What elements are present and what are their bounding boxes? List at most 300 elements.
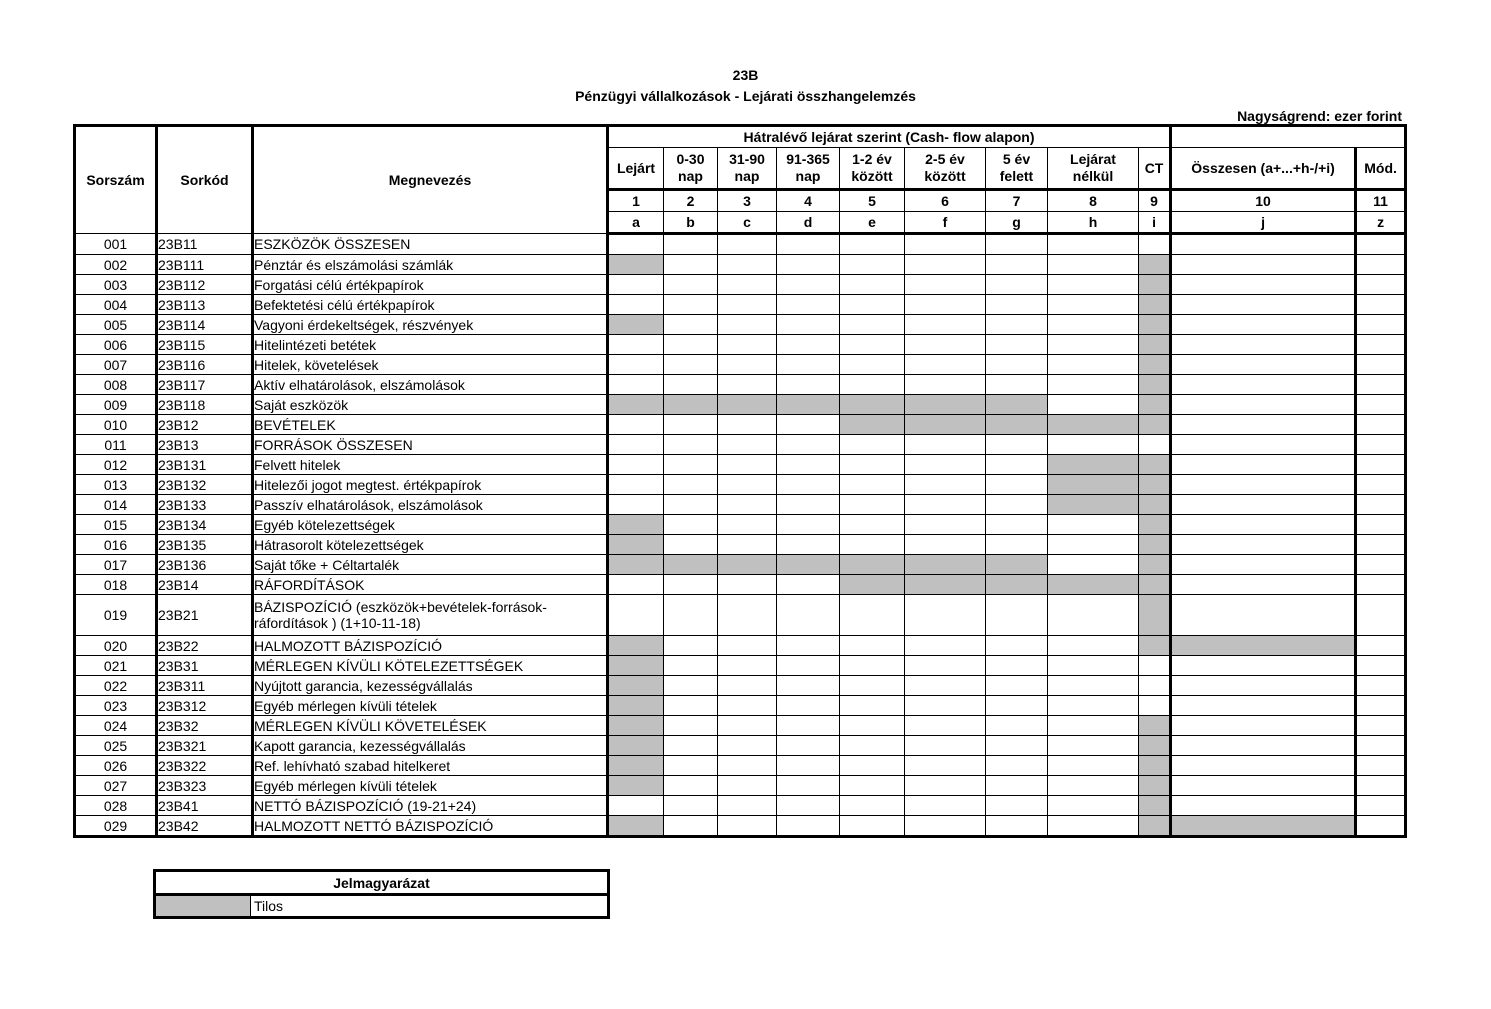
cell-e	[840, 595, 905, 636]
row-name: Hitelezői jogot megtest. értékpapírok	[253, 475, 608, 495]
cell-e	[840, 656, 905, 676]
cell-d	[777, 315, 840, 335]
row-number: 023	[75, 696, 157, 716]
row-number: 008	[75, 375, 157, 395]
cell-b	[664, 355, 718, 375]
table-row	[75, 375, 1406, 395]
cell-d	[777, 656, 840, 676]
row-name: Pénztár és elszámolási számlák	[253, 255, 608, 275]
cell-g	[986, 716, 1048, 736]
row-name: Saját tőke + Céltartalék	[253, 555, 608, 575]
cell-f	[905, 234, 986, 255]
cell-j	[1171, 255, 1356, 275]
cell-c	[718, 435, 777, 455]
cell-e	[840, 696, 905, 716]
cell-b	[664, 275, 718, 295]
cell-i	[1139, 415, 1171, 435]
legend-title: Jelmagyarázat	[155, 871, 609, 895]
row-code: 23B322	[157, 756, 253, 776]
cell-a	[608, 696, 664, 716]
cell-j	[1171, 676, 1356, 696]
cell-c	[718, 234, 777, 255]
cell-e	[840, 295, 905, 315]
table-row	[75, 535, 1406, 555]
cell-b	[664, 375, 718, 395]
col-label-e: 1-2 év között	[840, 148, 905, 190]
legend-swatch	[155, 895, 251, 918]
cell-d	[777, 756, 840, 776]
table-row	[75, 555, 1406, 575]
cell-d	[777, 535, 840, 555]
cell-g	[986, 275, 1048, 295]
cell-z	[1356, 234, 1406, 255]
cell-h	[1048, 636, 1139, 656]
cell-b	[664, 756, 718, 776]
cell-z	[1356, 495, 1406, 515]
cell-e	[840, 435, 905, 455]
cell-e	[840, 415, 905, 435]
cell-e	[840, 375, 905, 395]
cell-f	[905, 355, 986, 375]
row-number: 022	[75, 676, 157, 696]
cell-d	[777, 495, 840, 515]
cell-c	[718, 676, 777, 696]
cell-i	[1139, 435, 1171, 455]
cell-c	[718, 255, 777, 275]
col-letter-a: a	[608, 212, 664, 234]
table-row	[75, 234, 1406, 255]
cell-z	[1356, 315, 1406, 335]
cell-c	[718, 535, 777, 555]
cell-e	[840, 756, 905, 776]
cell-g	[986, 696, 1048, 716]
cell-i	[1139, 355, 1171, 375]
cell-f	[905, 275, 986, 295]
cell-h	[1048, 656, 1139, 676]
row-name: Egyéb kötelezettségek	[253, 515, 608, 535]
legend	[153, 869, 610, 919]
cell-e	[840, 255, 905, 275]
cell-d	[777, 255, 840, 275]
cell-g	[986, 335, 1048, 355]
col-letter-e: e	[840, 212, 905, 234]
cell-f	[905, 535, 986, 555]
row-code: 23B32	[157, 716, 253, 736]
cell-z	[1356, 696, 1406, 716]
cell-a	[608, 275, 664, 295]
cell-h	[1048, 776, 1139, 796]
cell-f	[905, 475, 986, 495]
table-body	[75, 234, 1406, 837]
cell-i	[1139, 555, 1171, 575]
cell-z	[1356, 555, 1406, 575]
page-title: Pénzügyi vállalkozások - Lejárati összhangelemzés	[575, 88, 916, 104]
row-number: 018	[75, 575, 157, 595]
row-code: 23B323	[157, 776, 253, 796]
cell-f	[905, 816, 986, 837]
cell-h	[1048, 415, 1139, 435]
table-row	[75, 716, 1406, 736]
col-num-i: 9	[1139, 190, 1171, 212]
table-row	[75, 796, 1406, 816]
cell-f	[905, 595, 986, 636]
col-letter-c: c	[718, 212, 777, 234]
col-num-a: 1	[608, 190, 664, 212]
cell-b	[664, 455, 718, 475]
cell-d	[777, 796, 840, 816]
cell-z	[1356, 676, 1406, 696]
table-row	[75, 455, 1406, 475]
cell-g	[986, 736, 1048, 756]
row-code: 23B21	[157, 595, 253, 636]
table-row	[75, 575, 1406, 595]
row-name: BEVÉTELEK	[253, 415, 608, 435]
cell-g	[986, 515, 1048, 535]
table-row	[75, 756, 1406, 776]
cell-j	[1171, 796, 1356, 816]
cell-a	[608, 515, 664, 535]
cell-f	[905, 255, 986, 275]
cell-c	[718, 575, 777, 595]
cell-i	[1139, 716, 1171, 736]
cell-d	[777, 816, 840, 837]
row-name: Egyéb mérlegen kívüli tételek	[253, 696, 608, 716]
cell-z	[1356, 395, 1406, 415]
cell-c	[718, 335, 777, 355]
cell-c	[718, 716, 777, 736]
col-letter-i: i	[1139, 212, 1171, 234]
table-row	[75, 676, 1406, 696]
cell-e	[840, 636, 905, 656]
cell-a	[608, 375, 664, 395]
cell-i	[1139, 395, 1171, 415]
cell-i	[1139, 335, 1171, 355]
cell-a	[608, 455, 664, 475]
cell-b	[664, 776, 718, 796]
header-group: Hátralévő lejárat szerint (Cash- flow alapon)	[608, 126, 1171, 148]
col-label-c: 31-90 nap	[718, 148, 777, 190]
cell-j	[1171, 575, 1356, 595]
cell-h	[1048, 595, 1139, 636]
cell-z	[1356, 796, 1406, 816]
row-name: Ref. lehívható szabad hitelkeret	[253, 756, 608, 776]
cell-d	[777, 335, 840, 355]
cell-z	[1356, 275, 1406, 295]
cell-h	[1048, 555, 1139, 575]
cell-h	[1048, 676, 1139, 696]
cell-j	[1171, 435, 1356, 455]
table-row	[75, 475, 1406, 495]
cell-f	[905, 435, 986, 455]
cell-f	[905, 716, 986, 736]
cell-b	[664, 736, 718, 756]
cell-d	[777, 555, 840, 575]
cell-j	[1171, 355, 1356, 375]
cell-z	[1356, 756, 1406, 776]
cell-j	[1171, 535, 1356, 555]
cell-z	[1356, 595, 1406, 636]
cell-i	[1139, 255, 1171, 275]
cell-j	[1171, 555, 1356, 575]
cell-c	[718, 415, 777, 435]
row-number: 011	[75, 435, 157, 455]
cell-e	[840, 455, 905, 475]
row-code: 23B14	[157, 575, 253, 595]
cell-j	[1171, 636, 1356, 656]
cell-d	[777, 415, 840, 435]
cell-b	[664, 295, 718, 315]
cell-i	[1139, 575, 1171, 595]
cell-b	[664, 495, 718, 515]
cell-e	[840, 275, 905, 295]
table-row	[75, 736, 1406, 756]
cell-b	[664, 415, 718, 435]
row-number: 006	[75, 335, 157, 355]
col-label-b: 0-30 nap	[664, 148, 718, 190]
cell-i	[1139, 796, 1171, 816]
row-code: 23B42	[157, 816, 253, 837]
cell-c	[718, 495, 777, 515]
table-row	[75, 816, 1406, 837]
cell-f	[905, 776, 986, 796]
cell-b	[664, 335, 718, 355]
row-code: 23B321	[157, 736, 253, 756]
cell-a	[608, 495, 664, 515]
row-code: 23B117	[157, 375, 253, 395]
cell-f	[905, 756, 986, 776]
legend-label: Tilos	[251, 895, 609, 918]
cell-j	[1171, 696, 1356, 716]
cell-j	[1171, 776, 1356, 796]
cell-b	[664, 475, 718, 495]
cell-g	[986, 796, 1048, 816]
cell-i	[1139, 275, 1171, 295]
cell-j	[1171, 295, 1356, 315]
cell-f	[905, 676, 986, 696]
row-code: 23B115	[157, 335, 253, 355]
cell-z	[1356, 515, 1406, 535]
cell-z	[1356, 575, 1406, 595]
cell-b	[664, 676, 718, 696]
row-name: Vagyoni érdekeltségek, részvények	[253, 315, 608, 335]
cell-g	[986, 535, 1048, 555]
row-number: 010	[75, 415, 157, 435]
cell-c	[718, 315, 777, 335]
cell-e	[840, 575, 905, 595]
cell-h	[1048, 295, 1139, 315]
row-name: Hitelintézeti betétek	[253, 335, 608, 355]
cell-j	[1171, 275, 1356, 295]
row-name: FORRÁSOK ÖSSZESEN	[253, 435, 608, 455]
row-name: Befektetési célú értékpapírok	[253, 295, 608, 315]
cell-f	[905, 656, 986, 676]
cell-g	[986, 495, 1048, 515]
row-code: 23B12	[157, 415, 253, 435]
col-num-g: 7	[986, 190, 1048, 212]
cell-z	[1356, 375, 1406, 395]
cell-i	[1139, 295, 1171, 315]
cell-b	[664, 315, 718, 335]
col-letter-h: h	[1048, 212, 1139, 234]
cell-g	[986, 575, 1048, 595]
col-num-f: 6	[905, 190, 986, 212]
cell-d	[777, 515, 840, 535]
cell-c	[718, 595, 777, 636]
cell-i	[1139, 636, 1171, 656]
cell-c	[718, 756, 777, 776]
table-row	[75, 275, 1406, 295]
maturity-table	[73, 124, 1407, 838]
row-number: 025	[75, 736, 157, 756]
row-number: 009	[75, 395, 157, 415]
cell-a	[608, 234, 664, 255]
cell-e	[840, 395, 905, 415]
cell-e	[840, 736, 905, 756]
cell-h	[1048, 315, 1139, 335]
cell-j	[1171, 234, 1356, 255]
cell-d	[777, 716, 840, 736]
row-name: Forgatási célú értékpapírok	[253, 275, 608, 295]
col-label-d: 91-365 nap	[777, 148, 840, 190]
cell-j	[1171, 495, 1356, 515]
cell-h	[1048, 535, 1139, 555]
cell-c	[718, 636, 777, 656]
cell-g	[986, 676, 1048, 696]
cell-z	[1356, 736, 1406, 756]
cell-i	[1139, 595, 1171, 636]
cell-e	[840, 676, 905, 696]
row-code: 23B114	[157, 315, 253, 335]
cell-h	[1048, 395, 1139, 415]
cell-j	[1171, 595, 1356, 636]
table-row	[75, 315, 1406, 335]
row-code: 23B111	[157, 255, 253, 275]
cell-e	[840, 315, 905, 335]
row-name: ESZKÖZÖK ÖSSZESEN	[253, 234, 608, 255]
cell-c	[718, 355, 777, 375]
row-number: 024	[75, 716, 157, 736]
cell-c	[718, 475, 777, 495]
cell-z	[1356, 295, 1406, 315]
cell-z	[1356, 355, 1406, 375]
table-row	[75, 595, 1406, 636]
row-name: Aktív elhatárolások, elszámolások	[253, 375, 608, 395]
cell-b	[664, 696, 718, 716]
col-letter-z: z	[1356, 212, 1406, 234]
cell-i	[1139, 756, 1171, 776]
row-number: 021	[75, 656, 157, 676]
cell-g	[986, 415, 1048, 435]
cell-a	[608, 595, 664, 636]
row-name: Hátrasorolt kötelezettségek	[253, 535, 608, 555]
cell-a	[608, 716, 664, 736]
cell-e	[840, 555, 905, 575]
cell-j	[1171, 475, 1356, 495]
row-number: 013	[75, 475, 157, 495]
cell-a	[608, 736, 664, 756]
cell-z	[1356, 475, 1406, 495]
cell-h	[1048, 515, 1139, 535]
row-number: 007	[75, 355, 157, 375]
cell-j	[1171, 415, 1356, 435]
cell-e	[840, 335, 905, 355]
cell-g	[986, 295, 1048, 315]
row-code: 23B22	[157, 636, 253, 656]
cell-a	[608, 756, 664, 776]
row-number: 020	[75, 636, 157, 656]
cell-i	[1139, 234, 1171, 255]
cell-i	[1139, 455, 1171, 475]
cell-h	[1048, 475, 1139, 495]
col-label-f: 2-5 év között	[905, 148, 986, 190]
cell-h	[1048, 575, 1139, 595]
row-name: NETTÓ BÁZISPOZÍCIÓ (19-21+24)	[253, 796, 608, 816]
cell-a	[608, 796, 664, 816]
cell-g	[986, 315, 1048, 335]
cell-c	[718, 515, 777, 535]
col-label-i: CT	[1139, 148, 1171, 190]
table-row	[75, 295, 1406, 315]
cell-b	[664, 575, 718, 595]
cell-g	[986, 475, 1048, 495]
table-row	[75, 255, 1406, 275]
cell-b	[664, 595, 718, 636]
cell-e	[840, 234, 905, 255]
col-label-g: 5 év felett	[986, 148, 1048, 190]
cell-j	[1171, 736, 1356, 756]
cell-z	[1356, 716, 1406, 736]
cell-d	[777, 234, 840, 255]
cell-a	[608, 415, 664, 435]
cell-i	[1139, 736, 1171, 756]
cell-b	[664, 234, 718, 255]
row-number: 019	[75, 595, 157, 636]
cell-i	[1139, 535, 1171, 555]
row-code: 23B133	[157, 495, 253, 515]
col-num-e: 5	[840, 190, 905, 212]
cell-i	[1139, 776, 1171, 796]
col-num-b: 2	[664, 190, 718, 212]
row-number: 015	[75, 515, 157, 535]
cell-z	[1356, 335, 1406, 355]
row-name: BÁZISPOZÍCIÓ (eszközök+bevételek-források-ráfordítások ) (1+10-11-18)	[253, 595, 608, 636]
cell-h	[1048, 696, 1139, 716]
cell-j	[1171, 756, 1356, 776]
cell-g	[986, 756, 1048, 776]
cell-d	[777, 595, 840, 636]
cell-a	[608, 776, 664, 796]
row-number: 029	[75, 816, 157, 837]
cell-c	[718, 656, 777, 676]
cell-a	[608, 636, 664, 656]
col-label-a: Lejárt	[608, 148, 664, 190]
row-code: 23B13	[157, 435, 253, 455]
col-label-z: Mód.	[1356, 148, 1406, 190]
row-number: 001	[75, 234, 157, 255]
col-letter-j: j	[1171, 212, 1356, 234]
cell-j	[1171, 455, 1356, 475]
col-letter-f: f	[905, 212, 986, 234]
cell-h	[1048, 495, 1139, 515]
cell-j	[1171, 335, 1356, 355]
cell-z	[1356, 435, 1406, 455]
row-code: 23B134	[157, 515, 253, 535]
cell-d	[777, 355, 840, 375]
cell-d	[777, 455, 840, 475]
cell-b	[664, 395, 718, 415]
row-code: 23B31	[157, 656, 253, 676]
cell-f	[905, 575, 986, 595]
